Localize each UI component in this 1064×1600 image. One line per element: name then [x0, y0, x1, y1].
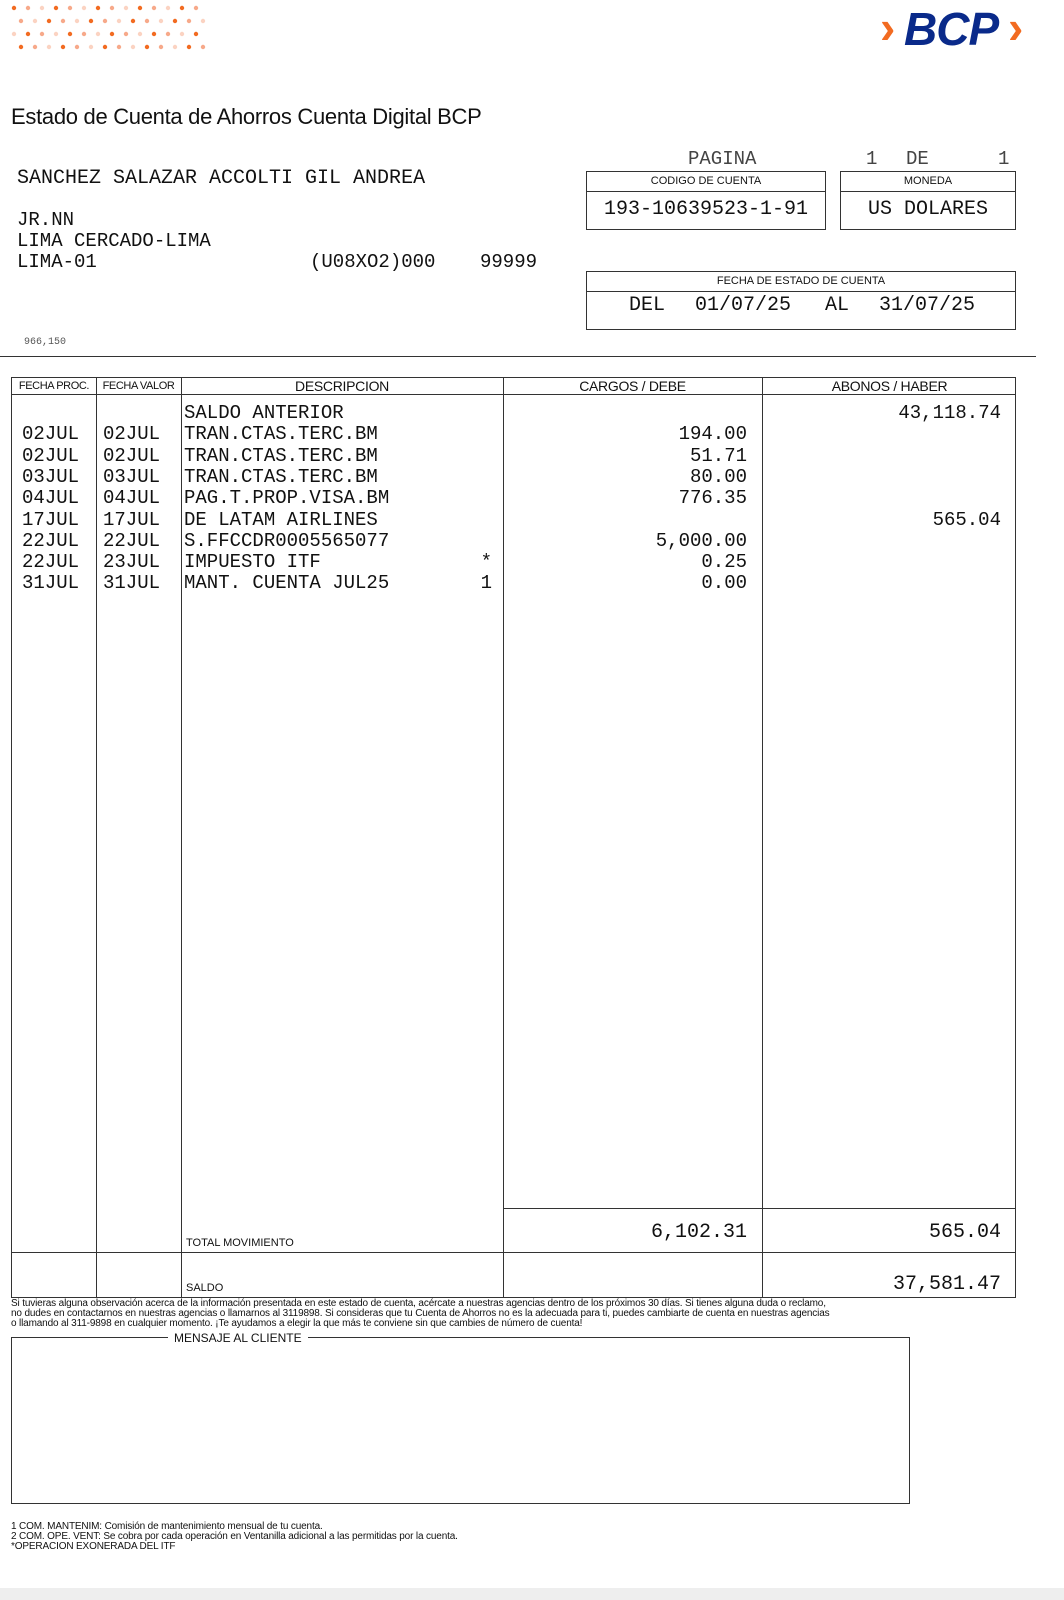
currency-label: MONEDA — [841, 172, 1015, 192]
observation-line-1: Si tuvieras alguna observación acerca de la información presentada en este estado de cuenta, acércate a nuestras agencias dentro de los próximos 30 días. Si tienes alguna duda o reclamo, — [11, 1298, 826, 1309]
header-row-divider — [12, 394, 1015, 395]
observation-line-3: o llamando al 311-9898 en cualquier momento. ¡Te ayudamos a elegir la que más te conviene sin que cambies de número de cuenta! — [11, 1318, 583, 1329]
decorative-dot — [47, 19, 51, 23]
decorative-dot — [54, 32, 58, 36]
decorative-dot — [110, 32, 114, 36]
decorative-dot — [145, 19, 149, 23]
customer-zip: 99999 — [480, 251, 538, 273]
client-message-label: MENSAJE AL CLIENTE — [168, 1331, 308, 1345]
total-movimiento-label: TOTAL MOVIMIENTO — [186, 1237, 294, 1249]
decorative-dot — [124, 32, 128, 36]
cell-fecha-proc: 22JUL — [22, 551, 80, 574]
decorative-dot — [40, 6, 44, 10]
address-line-3: LIMA-01 — [17, 251, 97, 273]
account-code-label: CODIGO DE CUENTA — [587, 172, 825, 192]
cell-fecha-proc: 02JUL — [22, 444, 80, 467]
decorative-dot — [201, 19, 205, 23]
footnote-1: 1 COM. MANTENIM: Comisión de mantenimiento mensual de tu cuenta. — [11, 1521, 323, 1532]
cell-mark: 1 — [480, 572, 492, 595]
decorative-dot — [138, 6, 142, 10]
customer-name: SANCHEZ SALAZAR ACCOLTI GIL ANDREA — [17, 167, 426, 190]
decorative-dot — [194, 32, 198, 36]
cell-fecha-proc: 02JUL — [22, 423, 80, 446]
decorative-dot — [12, 32, 16, 36]
decorative-dot — [89, 19, 93, 23]
cell-descripcion: TRAN.CTAS.TERC.BM — [184, 444, 378, 467]
decorative-dot — [180, 6, 184, 10]
cell-descripcion: MANT. CUENTA JUL25 — [184, 572, 390, 595]
decorative-dot — [89, 45, 93, 49]
cell-cargo: 776.35 — [678, 487, 747, 510]
cell-descripcion: S.FFCCDR0005565077 — [184, 529, 390, 552]
decorative-dot — [75, 19, 79, 23]
saldo-divider — [12, 1252, 1015, 1253]
decorative-dot-pattern — [8, 2, 208, 56]
decorative-dot — [19, 45, 23, 49]
transactions-table — [11, 377, 1016, 1298]
cell-cargo: 194.00 — [678, 423, 747, 446]
saldo-value: 37,581.47 — [892, 1273, 1001, 1296]
footnotes — [11, 1522, 458, 1552]
table-row — [12, 467, 1017, 488]
decorative-dot — [61, 19, 65, 23]
total-cargos: 6,102.31 — [650, 1221, 747, 1244]
cell-fecha-valor: 31JUL — [103, 572, 161, 595]
decorative-dot — [103, 45, 107, 49]
cell-fecha-valor: 04JUL — [103, 487, 161, 510]
cell-descripcion: IMPUESTO ITF — [184, 551, 321, 574]
decorative-dot — [152, 6, 156, 10]
decorative-dot — [96, 6, 100, 10]
decorative-dot — [117, 19, 121, 23]
decorative-dot — [131, 45, 135, 49]
cell-cargo: 80.00 — [689, 465, 747, 488]
address-line-2: LIMA CERCADO-LIMA — [17, 230, 211, 252]
decorative-dot — [40, 32, 44, 36]
observation-line-2: no dudes en contactarnos en nuestras agencias o llamarnos al 3119898. Si consideras que tu Cuenta de Ahorros no es la adecuada para ti, puedes cambiarte de cuenta en nuestras agencias — [11, 1308, 830, 1319]
page-current: 1 — [866, 148, 878, 170]
decorative-dot — [194, 6, 198, 10]
decorative-dot — [166, 6, 170, 10]
saldo-label: SALDO — [186, 1282, 224, 1294]
page-of-label: DE — [906, 148, 929, 170]
period-to: 31/07/25 — [879, 294, 976, 317]
decorative-dot — [26, 32, 30, 36]
decorative-dot — [187, 45, 191, 49]
cell-fecha-valor: 03JUL — [103, 465, 161, 488]
period-to-label: AL — [825, 294, 850, 317]
decorative-dot — [26, 6, 30, 10]
address-line-1: JR.NN — [17, 209, 75, 231]
decorative-dot — [54, 6, 58, 10]
logo-right-chevron-icon: › — [1008, 1, 1024, 53]
footnote-2: 2 COM. OPE. VENT: Se cobra por cada operación en Ventanilla adicional a las permitidas por la cuenta. — [11, 1531, 458, 1542]
decorative-dot — [47, 45, 51, 49]
logo-text: BCP — [904, 3, 999, 55]
decorative-dot — [159, 45, 163, 49]
decorative-dot — [180, 32, 184, 36]
table-row — [12, 552, 1017, 573]
header-fecha-valor: FECHA VALOR — [102, 380, 175, 392]
currency-box — [840, 171, 1016, 230]
client-message-box — [11, 1337, 910, 1504]
totals-divider — [503, 1208, 1015, 1209]
decorative-dot — [110, 6, 114, 10]
cell-fecha-proc: 31JUL — [22, 572, 80, 595]
table-row — [12, 403, 1017, 424]
decorative-dot — [75, 45, 79, 49]
header-divider — [0, 356, 1036, 357]
document-title: Estado de Cuenta de Ahorros Cuenta Digital BCP — [11, 104, 482, 129]
decorative-dot — [159, 19, 163, 23]
cell-fecha-proc: 22JUL — [22, 529, 80, 552]
decorative-dot — [131, 19, 135, 23]
customer-ref: 966,150 — [24, 337, 67, 348]
decorative-dot — [68, 32, 72, 36]
period-from-label: DEL — [629, 294, 666, 317]
decorative-dot — [201, 45, 205, 49]
decorative-dot — [187, 19, 191, 23]
cell-fecha-valor: 17JUL — [103, 508, 161, 531]
cell-fecha-valor: 02JUL — [103, 423, 161, 446]
decorative-dot — [117, 45, 121, 49]
cell-fecha-valor: 23JUL — [103, 551, 161, 574]
account-code-value: 193-10639523-1-91 — [603, 198, 809, 221]
table-row — [12, 573, 1017, 594]
decorative-dot — [82, 32, 86, 36]
statement-period-box — [586, 271, 1016, 330]
decorative-dot — [33, 45, 37, 49]
cell-descripcion: DE LATAM AIRLINES — [184, 508, 378, 531]
cell-descripcion: TRAN.CTAS.TERC.BM — [184, 465, 378, 488]
header-descripcion: DESCRIPCION — [295, 378, 389, 394]
decorative-dot — [103, 19, 107, 23]
cell-descripcion: SALDO ANTERIOR — [184, 402, 344, 424]
cell-fecha-proc: 03JUL — [22, 465, 80, 488]
logo-left-chevron-icon: › — [880, 1, 896, 53]
cell-mark: * — [480, 551, 492, 574]
table-row — [12, 510, 1017, 531]
bcp-logo — [880, 1, 1040, 55]
cell-descripcion: PAG.T.PROP.VISA.BM — [184, 487, 390, 510]
page-label: PAGINA — [688, 148, 757, 170]
statement-period-label: FECHA DE ESTADO DE CUENTA — [587, 272, 1015, 292]
header-fecha-proc: FECHA PROC. — [18, 380, 90, 392]
table-row — [12, 446, 1017, 467]
decorative-dot — [33, 19, 37, 23]
table-row — [12, 424, 1017, 445]
cell-fecha-proc: 17JUL — [22, 508, 80, 531]
cell-cargo: 5,000.00 — [655, 529, 747, 552]
decorative-dot — [61, 45, 65, 49]
cell-fecha-valor: 22JUL — [103, 529, 161, 552]
decorative-dot — [96, 32, 100, 36]
footnote-3: *OPERACION EXONERADA DEL ITF — [11, 1541, 176, 1552]
decorative-dot — [173, 19, 177, 23]
page-bottom-edge — [0, 1588, 1064, 1600]
cell-abono: 43,118.74 — [898, 402, 1001, 424]
cell-cargo: 0.25 — [701, 551, 747, 574]
table-row — [12, 488, 1017, 509]
page-total: 1 — [998, 148, 1010, 170]
cell-fecha-proc: 04JUL — [22, 487, 80, 510]
account-code-box — [586, 171, 826, 230]
cell-descripcion: TRAN.CTAS.TERC.BM — [184, 423, 378, 446]
cell-cargo: 51.71 — [689, 444, 747, 467]
cell-fecha-valor: 02JUL — [103, 444, 161, 467]
decorative-dot — [166, 32, 170, 36]
currency-value: US DOLARES — [867, 198, 989, 221]
decorative-dot — [19, 19, 23, 23]
decorative-dot — [68, 6, 72, 10]
cell-cargo: 0.00 — [701, 572, 747, 595]
period-from: 01/07/25 — [695, 294, 792, 317]
decorative-dot — [124, 6, 128, 10]
customer-code: (U08XO2)000 — [310, 251, 436, 273]
observation-text — [11, 1299, 1011, 1329]
decorative-dot — [173, 45, 177, 49]
header-abonos: ABONOS / HABER — [831, 378, 948, 394]
decorative-dot — [82, 6, 86, 10]
decorative-dot — [152, 32, 156, 36]
decorative-dot — [145, 45, 149, 49]
table-row — [12, 531, 1017, 552]
decorative-dot — [138, 32, 142, 36]
header-cargos: CARGOS / DEBE — [579, 378, 686, 394]
total-abonos: 565.04 — [928, 1221, 1001, 1244]
cell-abono: 565.04 — [932, 508, 1001, 531]
decorative-dot — [12, 6, 16, 10]
